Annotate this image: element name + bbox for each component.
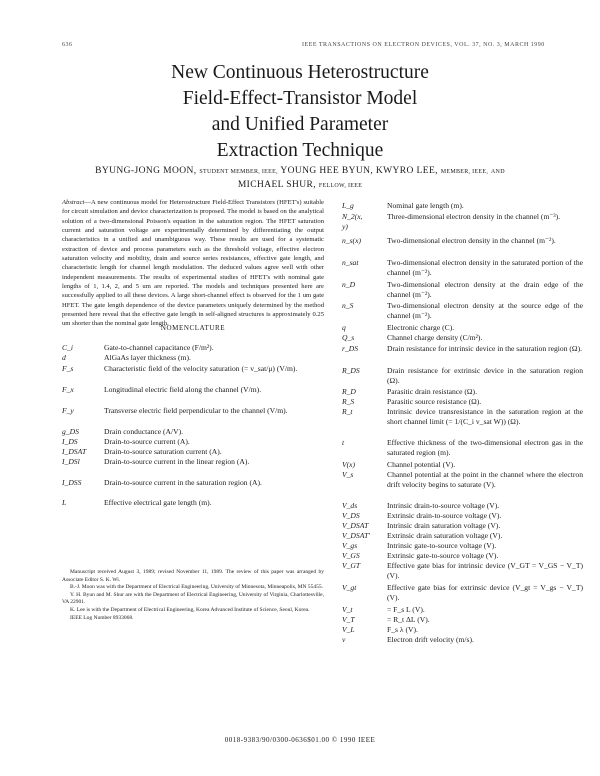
nomenclature-definition: Drain-to-source saturation current (A). bbox=[104, 447, 222, 456]
nomenclature-symbol: R_D bbox=[342, 387, 356, 396]
footnotes bbox=[62, 569, 324, 622]
footnote: Manuscript received August 3, 1989; revised November 11, 1989. The review of this paper was arranged by Associate Editor S. K. Wi. bbox=[62, 569, 324, 583]
nomenclature-symbol: n_s(x) bbox=[342, 236, 361, 245]
nomenclature-symbol: L_g bbox=[342, 201, 354, 210]
nomenclature-symbol: n_sat bbox=[342, 258, 359, 267]
nomenclature-symbol: Q_s bbox=[342, 333, 355, 342]
nomenclature-symbol: L bbox=[62, 498, 67, 507]
nomenclature-symbol: V_s bbox=[342, 470, 354, 479]
nomenclature-symbol: V_L bbox=[342, 625, 355, 634]
nomenclature-definition: Intrinsic gate-to-source voltage (V). bbox=[387, 541, 497, 550]
nomenclature-definition: Electron drift velocity (m/s). bbox=[387, 635, 474, 644]
nomenclature-definition: Nominal gate length (m). bbox=[387, 201, 464, 210]
nomenclature-definition: Longitudinal electric field along the channel (V/m). bbox=[104, 385, 262, 394]
nomenclature-definition: Effective thickness of the two-dimensional electron gas in the saturated region (m). bbox=[387, 438, 583, 457]
footnote: K. Lee is with the Department of Electrical Engineering, Korea Advanced Institute of Science, Seoul, Korea. bbox=[70, 606, 310, 613]
nomenclature-definition: Parasitic drain resistance (Ω). bbox=[387, 387, 477, 396]
copyright-line: 0018-9383/90/0300-0636$01.00 © 1990 IEEE bbox=[224, 736, 376, 744]
footnote: IEEE Log Number 8933068. bbox=[70, 614, 134, 621]
nomenclature-symbol: d bbox=[62, 353, 66, 362]
nomenclature-definition: = F_s L (V). bbox=[387, 605, 425, 614]
nomenclature-symbol: I_DSl bbox=[62, 457, 80, 466]
nomenclature-definition: Intrinsic drain saturation voltage (V). bbox=[387, 521, 501, 530]
nomenclature-definition: Two-dimensional electron density in the channel (m⁻²). bbox=[387, 236, 556, 245]
nomenclature-symbol: V_T bbox=[342, 615, 355, 624]
nomenclature-symbol: V_ds bbox=[342, 501, 358, 510]
nomenclature-definition: F_s λ (V). bbox=[387, 625, 418, 634]
abstract-label: Abstract bbox=[62, 199, 85, 206]
nomenclature-definition: Two-dimensional electron density in the saturated portion of the channel (m⁻²). bbox=[387, 258, 583, 277]
nomenclature-symbol: I_DSS bbox=[62, 478, 82, 487]
author-name: MICHAEL SHUR, bbox=[237, 180, 317, 190]
nomenclature-symbol: F_y bbox=[62, 406, 74, 415]
nomenclature-definition: Channel charge density (C/m²). bbox=[387, 333, 483, 342]
nomenclature-symbol: R_S bbox=[342, 397, 355, 406]
nomenclature-definition: AlGaAs layer thickness (m). bbox=[104, 353, 191, 362]
abstract bbox=[62, 198, 324, 329]
nomenclature-symbol: v bbox=[342, 635, 346, 644]
nomenclature-symbol: V_gs bbox=[342, 541, 358, 550]
nomenclature-symbol: N_2(x, y) bbox=[342, 212, 363, 231]
nomenclature-definition: Two-dimensional electron density at the source edge of the channel (m⁻²). bbox=[387, 301, 583, 320]
nomenclature-definition: Drain-to-source current (A). bbox=[104, 437, 190, 446]
nomenclature-symbol: R_DS bbox=[342, 366, 360, 375]
nomenclature-symbol: V_GS bbox=[342, 551, 360, 560]
nomenclature-definition: Extrinsic drain saturation voltage (V). bbox=[387, 531, 503, 540]
nomenclature-symbol: n_D bbox=[342, 280, 356, 289]
nomenclature-heading: NOMENCLATURE bbox=[160, 324, 226, 332]
nomenclature-definition: Extrinsic gate-to-source voltage (V). bbox=[387, 551, 499, 560]
journal-header: IEEE TRANSACTIONS ON ELECTRON DEVICES, VOL. 37, NO. 3, MARCH 1990 bbox=[302, 42, 545, 48]
nomenclature-symbol: r_DS bbox=[342, 344, 359, 353]
author-name: BYUNG-JONG MOON, bbox=[95, 166, 197, 176]
nomenclature-symbol: I_DS bbox=[62, 437, 78, 446]
author-role: STUDENT MEMBER, IEEE, bbox=[199, 169, 278, 175]
nomenclature-definition: Transverse electric field perpendicular to the channel (V/m). bbox=[104, 406, 288, 415]
nomenclature-definition: Gate-to-channel capacitance (F/m²). bbox=[104, 343, 214, 352]
nomenclature-symbol: V(x) bbox=[342, 460, 356, 469]
nomenclature-definition: Channel potential at the point in the channel where the electron drift velocity begins to saturate (V). bbox=[387, 470, 583, 489]
nomenclature-definition: Electronic charge (C). bbox=[387, 323, 455, 332]
page-number: 636 bbox=[62, 42, 73, 48]
nomenclature-definition: Effective electrical gate length (m). bbox=[104, 498, 212, 507]
nomenclature-symbol: q bbox=[342, 323, 346, 332]
nomenclature-symbol: V_gt bbox=[342, 583, 357, 592]
nomenclature-symbol: V_GT bbox=[342, 561, 361, 570]
nomenclature-definition: Characteristic field of the velocity saturation (= v_sat/μ) (V/m). bbox=[104, 364, 298, 373]
nomenclature-definition: Drain resistance for intrinsic device in the saturation region (Ω). bbox=[387, 344, 582, 353]
nomenclature-symbol: F_s bbox=[62, 364, 74, 373]
nomenclature-definition: Effective gate bias for extrinsic device (V_gt = V_gs − V_T) (V). bbox=[387, 583, 583, 602]
nomenclature-definition: Intrinsic device transresistance in the saturation region at the short channel limit (= 1/(C_i v_sat W)) (Ω). bbox=[387, 407, 583, 426]
nomenclature-definition: Two-dimensional electron density at the drain edge of the channel (m⁻²). bbox=[387, 280, 583, 299]
nomenclature-definition: = R_t ΔL (V). bbox=[387, 615, 430, 624]
nomenclature-definition: Drain resistance for extrinsic device in the saturation region (Ω). bbox=[387, 366, 583, 385]
nomenclature-symbol: F_x bbox=[62, 385, 74, 394]
nomenclature-definition: Three-dimensional electron density in the channel (m⁻³). bbox=[387, 212, 561, 221]
nomenclature-definition: Parasitic source resistance (Ω). bbox=[387, 397, 482, 406]
author-name: YOUNG HEE BYUN, KWYRO LEE, bbox=[280, 166, 438, 176]
nomenclature-symbol: I_DSAT bbox=[62, 447, 87, 456]
nomenclature-definition: Drain-to-source current in the linear region (A). bbox=[104, 457, 250, 466]
nomenclature-symbol: V_t bbox=[342, 605, 353, 614]
nomenclature-definition: Drain conductance (A/V). bbox=[104, 427, 184, 436]
title-line: Extraction Technique bbox=[216, 140, 384, 161]
nomenclature-symbol: n_S bbox=[342, 301, 354, 310]
footnote: Y. H. Byun and M. Shur are with the Department of Electrical Engineering, University of Virginia, Charlottesville, VA 22901. bbox=[62, 591, 324, 606]
nomenclature-symbol: t bbox=[342, 438, 345, 447]
nomenclature-symbol: C_i bbox=[62, 343, 73, 352]
author-role: MEMBER, IEEE, bbox=[440, 169, 489, 175]
title-line: Field-Effect-Transistor Model bbox=[182, 88, 418, 109]
author-role: FELLOW, IEEE bbox=[318, 183, 363, 189]
nomenclature-definition: Channel potential (V). bbox=[387, 460, 456, 469]
title-line: and Unified Parameter bbox=[211, 114, 389, 135]
nomenclature-symbol: R_t bbox=[342, 407, 353, 416]
author-list bbox=[62, 165, 538, 193]
nomenclature-symbol: V_DS bbox=[342, 511, 360, 520]
nomenclature-symbol: g_DS bbox=[62, 427, 79, 436]
nomenclature-definition: Drain-to-source current in the saturation region (A). bbox=[104, 478, 262, 487]
footnote: B.-J. Moon was with the Department of Electrical Engineering, University of Minnesota, Minneapolis, MN 55455. bbox=[70, 584, 323, 591]
nomenclature-symbol: V_DSAT' bbox=[342, 531, 370, 540]
paper-title bbox=[0, 60, 600, 164]
nomenclature-definition: Effective gate bias for intrinsic device (V_GT = V_GS − V_T) (V). bbox=[387, 561, 583, 580]
nomenclature-symbol: V_DSAT bbox=[342, 521, 369, 530]
nomenclature-definition: Extrinsic drain-to-source voltage (V). bbox=[387, 511, 502, 520]
author-conjunction: AND bbox=[490, 169, 505, 175]
title-line: New Continuous Heterostructure bbox=[171, 62, 429, 83]
nomenclature-definition: Intrinsic drain-to-source voltage (V). bbox=[387, 501, 500, 510]
abstract-text: —A new continuous model for Heterostructure Field-Effect Transistors (HFET's) suitable for circuit simulation and device characterization is proposed. The model is based on the analytical solution of a two-dimensional Poisson's equation in the saturation region. The HFET saturation current and saturation voltage are experimentally determined by differentiating the output characteristics in a unified and unambiguous way. These results are used for a systematic extraction of device and process parameters such as the threshold voltage, effective electron saturation velocity and mobility, drain and source series resistances, effective gate length, and characteristic length for channel length modulation. The deduced values agree well with other independent measurements. The results of experimental studies of HFET's with nominal gate lengths of 1, 1.4, 2, and 5 um are reported. The models and techniques presented here are successfully applied to all these devices. A large short-channel effect is observed for the 1 um gate HFET. The gate length dependence of the device parameters uniquely determined by the method presented here reveal that the effective gate length in self-aligned structures is approximately 0.25 um shorter than the nominal gate length. bbox=[62, 199, 324, 328]
